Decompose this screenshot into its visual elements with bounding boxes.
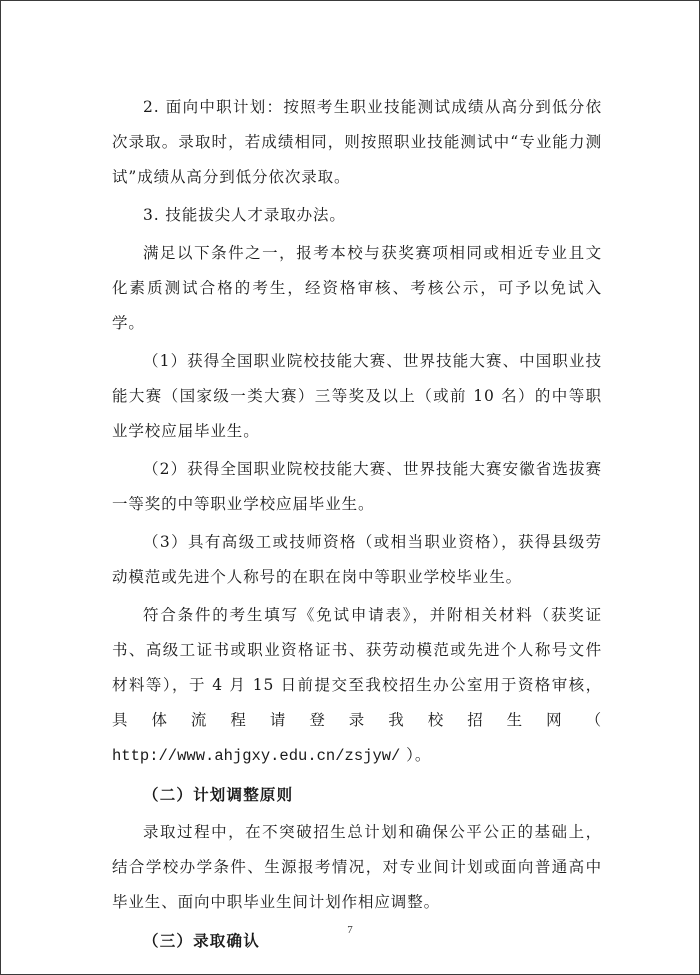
paragraph-plan-adjustment: 录取过程中，在不突破招生总计划和确保公平公正的基础上，结合学校办学条件、生源报考情况，对专业间计划或面向普通高中毕业生、面向中职毕业生间计划作相应调整。 xyxy=(112,823,602,911)
paragraph-condition-1: （1）获得全国职业院校技能大赛、世界技能大赛、中国职业技能大赛（国家级一类大赛）三等奖及以上（或前 10 名）的中等职业学校应届毕业生。 xyxy=(112,352,602,440)
page-number: 7 xyxy=(347,924,353,936)
admission-website-link[interactable]: http://www.ahjgxy.edu.cn/zsjyw/ xyxy=(112,747,401,765)
paragraph-conditions-intro: 满足以下条件之一，报考本校与获奖赛项相同或相近专业且文化素质测试合格的考生，经资格审核、考核公示，可予以免试入学。 xyxy=(112,244,602,332)
paragraph-skill-talent-title: 3. 技能拔尖人才录取办法。 xyxy=(143,206,346,224)
heading-admission-confirmation: （三）录取确认 xyxy=(143,931,260,950)
paragraph-condition-3: （3）具有高级工或技师资格（或相当职业资格），获得县级劳动模范或先进个人称号的在职在岗中等职业学校毕业生。 xyxy=(112,533,602,586)
paragraph-application xyxy=(112,598,602,774)
paragraph-condition-2: （2）获得全国职业院校技能大赛、世界技能大赛安徽省选拔赛一等奖的中等职业学校应届毕业生。 xyxy=(112,460,602,513)
application-text: 符合条件的考生填写《免试申请表》，并附相关材料（获奖证书、高级工证书或职业资格证书、获劳动模范或先进个人称号文件材料等），于 4 月 15 日前提交至我校招生办公室用于资格审核，具体流程请登录我校招生网（ xyxy=(112,606,602,729)
document-body xyxy=(112,90,602,961)
paragraph-vocational-plan: 2. 面向中职计划：按照考生职业技能测试成绩从高分到低分依次录取。录取时，若成绩相同，则按照职业技能测试中“专业能力测试”成绩从高分到低分依次录取。 xyxy=(112,98,602,186)
heading-plan-adjustment: （二）计划调整原则 xyxy=(143,785,294,804)
application-text-end: ）。 xyxy=(400,746,432,764)
